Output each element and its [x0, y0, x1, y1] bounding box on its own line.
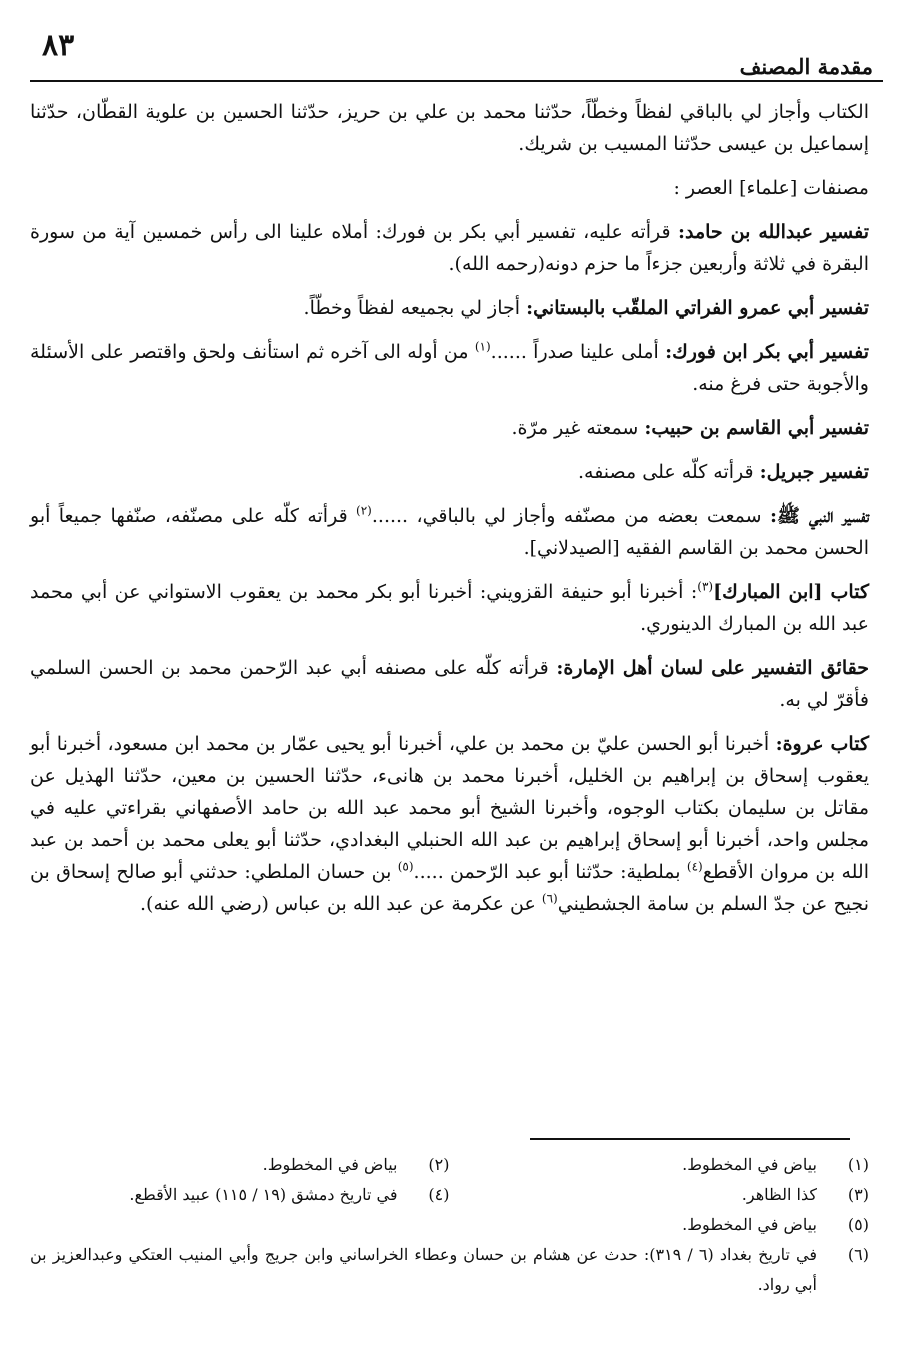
entry-title: تفسير عبدالله بن حامد: — [677, 221, 870, 243]
paragraph-haqaiq — [30, 652, 869, 716]
footnote-text: بياض في المخطوط. — [682, 1155, 817, 1174]
paragraph-kitab-urwa — [30, 728, 869, 920]
footnote-ref: (١) — [474, 339, 491, 354]
paragraph-text: : أخبرنا أبو حنيفة القزويني: أخبرنا أبو بكر محمد بن يعقوب الاستواني عن أبي محمد عبد الله بن المبارك الدينوري. — [30, 581, 869, 635]
paragraph-text: بن حسان الملطي: حدثني أبو صالح إسحاق بن نجيح عن جدّ السلم بن سامة الجشطيني — [30, 861, 869, 915]
footnote-text: في تاريخ بغداد (٦ / ٣١٩): حدث عن هشام بن حسان وعطاء الخراساني وابن جريج وأبي المنيب العتكي وعبدالعزيز بن أبي رواد. — [30, 1245, 818, 1294]
entry-title: حقائق التفسير على لسان أهل الإمارة: — [556, 657, 869, 679]
footnote-number: (٣) — [847, 1185, 869, 1204]
footnote-number: (٥) — [847, 1215, 869, 1234]
main-text — [30, 96, 869, 932]
footnote-6 — [30, 1240, 869, 1300]
footnote-number: (١) — [847, 1155, 869, 1174]
footnote-ref: (٣) — [697, 579, 714, 594]
page-number: ٨٣ — [42, 28, 75, 63]
footnote-2 — [30, 1150, 450, 1180]
paragraph-section-heading — [30, 172, 869, 204]
paragraph-ibn-mubarak — [30, 576, 869, 640]
paragraph-text: أخبرنا أبو الحسن عليّ بن محمد بن علي، أخبرنا أبو يحيى عمّار بن محمد ابن مسعود، أخبرنا أبو يعقوب إسحاق بن إبراهيم بن الخليل، أخبرنا محمد بن هانىء، حدّثنا الحسين بن معين، حدّثنا الهذيل عن مقاتل بن سليمان بكتاب الوجوه، وأخبرنا الشيخ أبو محمد عبد الله بن حامد الأصفهاني بقراءتي عليه في مجلس واحد، أخبرنا أبو إسحاق إبراهيم بن عبد الله الحنبلي البغدادي، حدّثنا أبو يعلى محمد بن أحمد بن عبد الله بن مروان الأقطع — [30, 733, 869, 883]
paragraph-text: مصنفات [علماء] العصر : — [673, 177, 869, 199]
paragraph-text: عن عكرمة عن عبد الله بن عباس (رضي الله عنه). — [140, 893, 542, 915]
entry-title: تفسير أبي عمرو الفراتي الملقّب بالبستاني: — [526, 297, 869, 319]
paragraph-text: أجاز لي بجميعه لفظاً وخطّاً. — [303, 297, 527, 319]
footnotes — [30, 1150, 869, 1300]
paragraph-text: قرأته كلّه على مصنفه. — [577, 461, 760, 483]
paragraph-tafsir-jibril — [30, 456, 869, 488]
paragraph-text: سمعته غير مرّة. — [511, 417, 645, 439]
paragraph-tafsir-abdullah — [30, 216, 869, 280]
paragraph-text: الكتاب وأجاز لي بالباقي لفظاً وخطّاً، حدّثنا محمد بن علي بن حريز، حدّثنا الحسين بن علوية القطّان، حدّثنا إسماعيل بن عيسى حدّثنا المسيب بن شريك. — [30, 101, 869, 155]
paragraph-text: قرأته كلّه على مصنفه أبي عبد الرّحمن محمد بن الحسن السلمي فأقرّ لي به. — [30, 657, 869, 711]
footnote-text: في تاريخ دمشق (١٩ / ١١٥) عبيد الأقطع. — [129, 1185, 398, 1204]
footnote-number: (٢) — [428, 1155, 450, 1174]
footnote-ref: (٢) — [356, 503, 372, 518]
paragraph-text: بملطية: حدّثنا أبو عبد الرّحمن ..... — [413, 861, 687, 883]
footnote-ref: (٦) — [541, 891, 558, 906]
footnote-row — [30, 1150, 869, 1180]
entry-title: كتاب عروة: — [775, 733, 869, 755]
footnote-row — [30, 1180, 869, 1210]
footnote-text: كذا الظاهر. — [741, 1185, 817, 1204]
footnote-5 — [30, 1210, 869, 1240]
header-rule — [30, 80, 883, 82]
paragraph-text: سمعت بعضه من مصنّفه وأجاز لي بالباقي، ...... — [371, 505, 770, 527]
footnote-text: بياض في المخطوط. — [262, 1155, 398, 1174]
paragraph-text: قرأته كلّه على مصنّفه، صنّفها جميعاً أبو الحسن محمد بن القاسم الفقيه [الصيدلاني]. — [30, 505, 869, 559]
entry-title: تفسير أبي القاسم بن حبيب: — [644, 417, 869, 439]
entry-title: كتاب [ابن المبارك] — [713, 581, 869, 603]
footnote-number: (٦) — [847, 1245, 869, 1264]
paragraph-text: أملى علينا صدراً ...... — [490, 341, 666, 363]
paragraph-text: من أوله الى آخره ثم استأنف ولحق واقتصر على الأسئلة والأجوبة حتى فرغ منه. — [30, 341, 869, 395]
page-header — [20, 14, 883, 78]
paragraph-tafsir-nabi — [30, 500, 869, 564]
entry-title: تفسير جبريل: — [759, 461, 869, 483]
footnote-rule — [530, 1138, 850, 1140]
footnote-4 — [30, 1180, 450, 1210]
paragraph-tafsir-furati — [30, 292, 869, 324]
footnote-ref: (٤) — [686, 859, 703, 874]
running-title: مقدمة المصنف — [739, 54, 873, 79]
entry-title: تفسير أبي بكر ابن فورك: — [665, 341, 869, 363]
entry-title: تفسير النبي ﷺ: — [769, 505, 869, 527]
paragraph-tafsir-habib — [30, 412, 869, 444]
footnote-ref: (٥) — [397, 859, 414, 874]
footnote-number: (٤) — [428, 1185, 450, 1204]
footnote-3 — [450, 1180, 870, 1210]
paragraph-tafsir-furak — [30, 336, 869, 400]
footnote-1 — [450, 1150, 870, 1180]
footnote-text: بياض في المخطوط. — [682, 1215, 817, 1234]
paragraph-opening — [30, 96, 869, 160]
paragraph-text: قرأته عليه، تفسير أبي بكر بن فورك: أملاه علينا الى رأس خمسين آية من سورة البقرة في ثلاثة وأربعين جزءاً ما حزم دونه(رحمه الله). — [30, 221, 869, 275]
